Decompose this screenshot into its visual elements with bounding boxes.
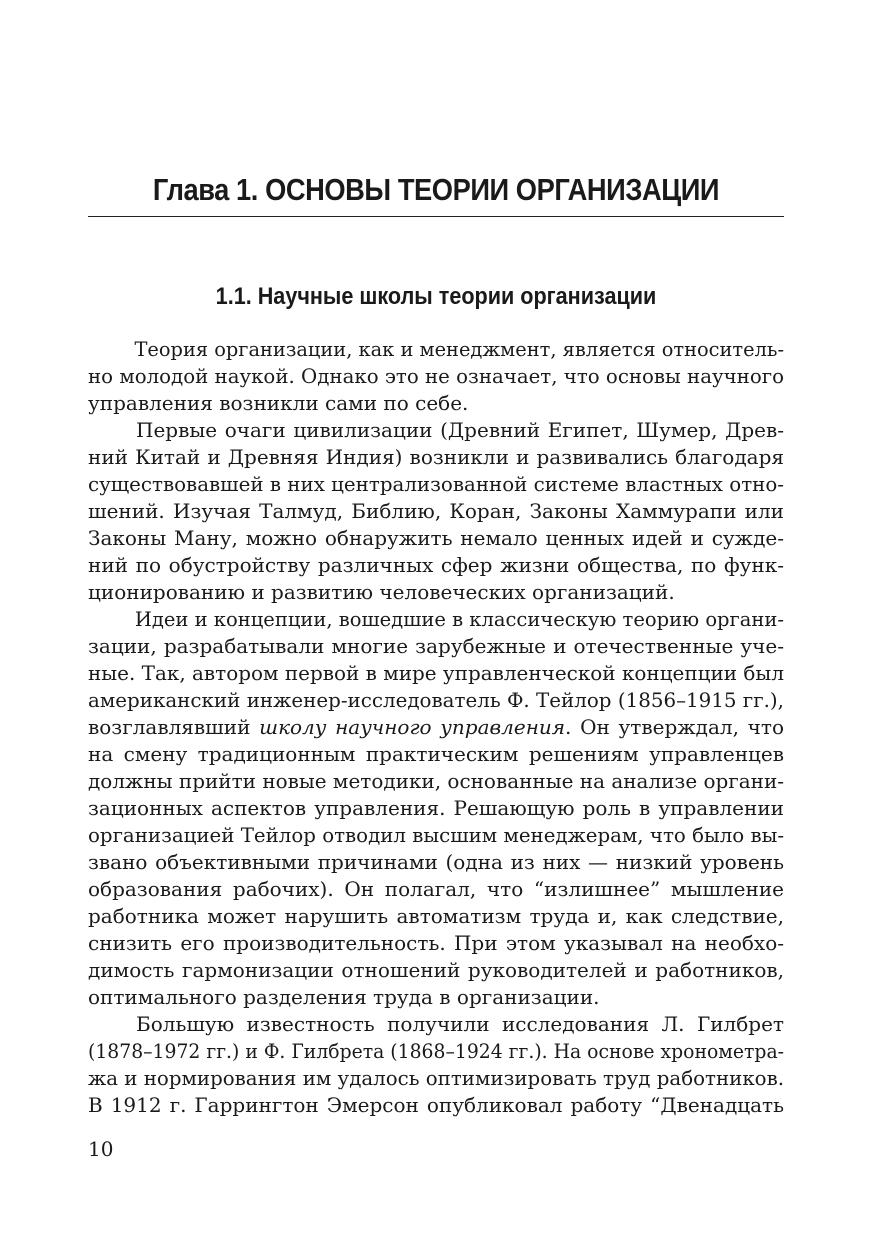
text-line: на смену традиционным практическим решениям управленцев xyxy=(88,742,784,766)
text-line: Большую известность получили исследования Л. Гилбрет xyxy=(136,1012,784,1036)
text-line: существовавшей в них централизованной системе властных отно- xyxy=(88,472,785,496)
text-line: зационных аспектов управления. Решающую роль в управлении xyxy=(88,796,784,820)
text-line: зации, разрабатывали многие зарубежные и отечественные уче- xyxy=(88,634,784,658)
text-line: должны прийти новые методики, основанные на анализе органи- xyxy=(88,769,785,793)
section-title: 1.1. Научные школы теории организации xyxy=(215,283,657,310)
text-line: (1878–1972 гг.) и Ф. Гилбрета (1868–1924 гг.). На основе хронометра- xyxy=(88,1039,785,1063)
text-line: оптимального разделения труда в организации. xyxy=(88,985,600,1009)
text-line: шений. Изучая Талмуд, Библию, Коран, Законы Хаммурапи или xyxy=(88,499,784,523)
text-line: Законы Ману, можно обнаружить немало ценных идей и сужде- xyxy=(88,526,784,550)
chapter-title: Глава 1. ОСНОВЫ ТЕОРИИ ОРГАНИЗАЦИИ xyxy=(152,172,720,207)
text-line: ний Китай и Древняя Индия) возникли и развивались благодаря xyxy=(88,445,784,469)
text-line: работника может нарушить автоматизм труда и, как следствие, xyxy=(88,904,784,928)
text-line: Идеи и концепции, вошедшие в классическую теорию органи- xyxy=(134,607,784,631)
text-line: снизить его производительность. При этом указывал на необхо- xyxy=(88,931,784,955)
text-line: американский инженер-исследователь Ф. Тейлор (1856–1915 гг.), xyxy=(88,688,784,712)
body-text xyxy=(88,336,784,1119)
text-line: организацией Тейлор отводил высшим менеджерам, что было вы- xyxy=(88,823,785,847)
text-line: В 1912 г. Гаррингтон Эмерсон опубликовал работу “Двенадцать xyxy=(88,1093,784,1117)
emphasized-term: школу научного управления xyxy=(259,715,566,739)
text-line: ные. Так, автором первой в мире управленческой концепции был xyxy=(88,661,784,685)
text-line: жа и нормирования им удалось оптимизировать труд работников. xyxy=(88,1066,785,1090)
text-line: Теория организации, как и менеджмент, является относитель- xyxy=(134,337,785,361)
text-line: димость гармонизации отношений руководителей и работников, xyxy=(88,958,784,982)
text-line: Первые очаги цивилизации (Древний Египет, Шумер, Древ- xyxy=(136,418,784,442)
text-line: звано объективными причинами (одна из них — низкий уровень xyxy=(88,850,784,874)
text-line: ционированию и развитию человеческих организаций. xyxy=(88,580,675,604)
text-line: ний по обустройству различных сфер жизни общества, по функ- xyxy=(88,553,784,577)
text-line: управления возникли сами по себе. xyxy=(88,391,469,415)
chapter-title-underline xyxy=(88,216,784,217)
text-line: возглавлявший школу научного управления. Он утверждал, что xyxy=(88,715,784,739)
text-line: образования рабочих). Он полагал, что “излишнее” мышление xyxy=(88,877,784,901)
page-number: 10 xyxy=(88,1137,114,1161)
text-line: но молодой наукой. Однако это не означает, что основы научного xyxy=(88,364,784,388)
